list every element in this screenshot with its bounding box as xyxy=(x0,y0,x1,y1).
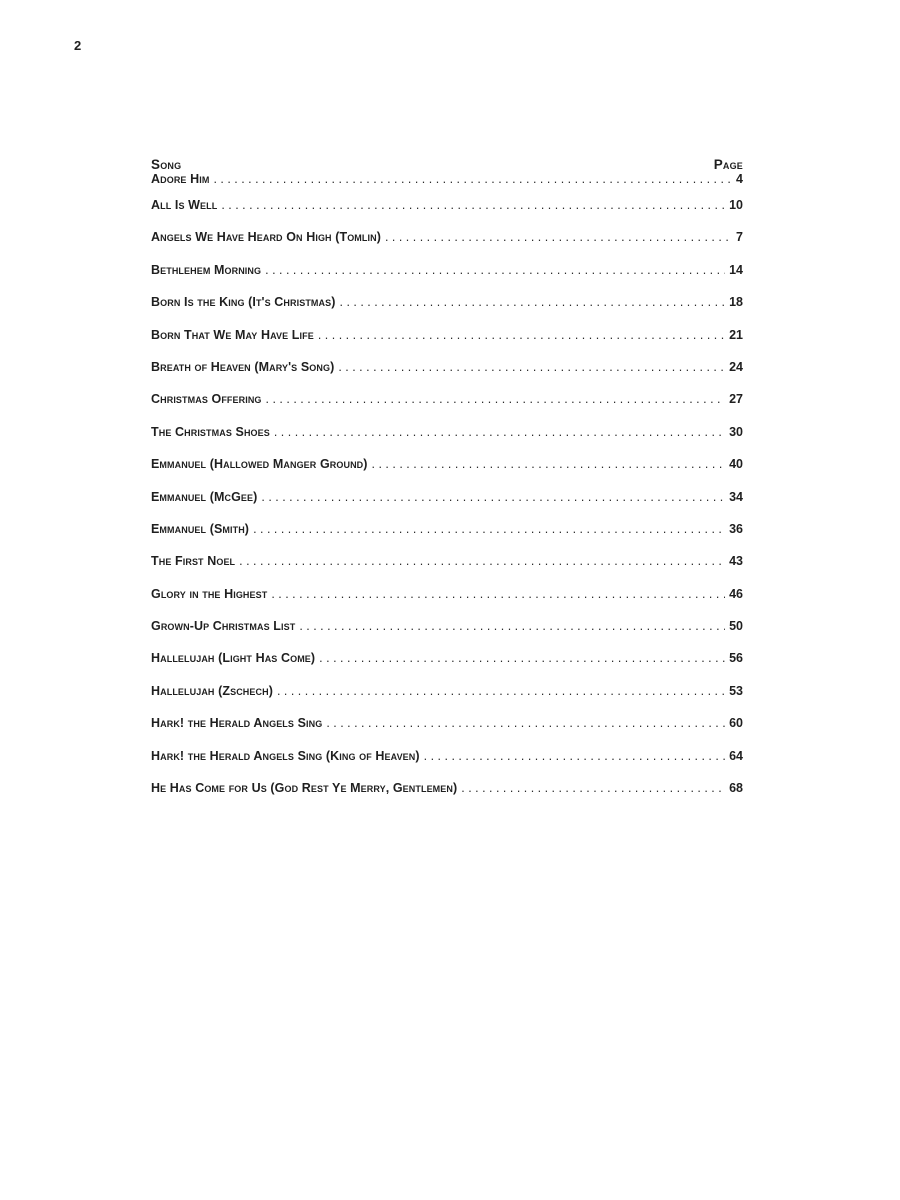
toc-entry xyxy=(151,230,743,262)
dot-leader xyxy=(372,457,726,471)
song-page-number: 30 xyxy=(729,424,743,439)
dot-leader xyxy=(338,360,725,374)
toc-entry xyxy=(151,295,743,327)
song-page-number: 53 xyxy=(729,683,743,698)
dot-leader xyxy=(277,684,725,698)
toc-entry xyxy=(151,457,743,489)
song-title: Born That We May Have Life xyxy=(151,327,314,342)
toc-entry xyxy=(151,651,743,683)
song-title: Hark! the Herald Angels Sing xyxy=(151,716,323,731)
song-title: Emmanuel (Smith) xyxy=(151,521,250,536)
dot-leader xyxy=(326,716,725,730)
dot-leader xyxy=(318,328,725,342)
song-page-number: 7 xyxy=(736,230,743,245)
toc-entry xyxy=(151,749,743,781)
dot-leader xyxy=(261,490,725,504)
song-title: Breath of Heaven (Mary's Song) xyxy=(151,359,335,374)
toc-entry xyxy=(151,425,743,457)
toc-entry xyxy=(151,328,743,360)
song-page-number: 64 xyxy=(729,748,743,763)
song-title: Hallelujah (Light Has Come) xyxy=(151,651,316,666)
toc-entry xyxy=(151,716,743,748)
song-title: Emmanuel (McGee) xyxy=(151,489,258,504)
toc-entry xyxy=(151,781,743,813)
toc-entry xyxy=(151,263,743,295)
toc-entry xyxy=(151,522,743,554)
song-page-number: 24 xyxy=(729,359,743,374)
song-title: Born Is the King (It's Christmas) xyxy=(151,295,336,310)
dot-leader xyxy=(271,587,725,601)
song-page-number: 36 xyxy=(729,521,743,536)
song-page-number: 60 xyxy=(729,716,743,731)
dot-leader xyxy=(299,619,725,633)
song-title: Angels We Have Heard On High (Tomlin) xyxy=(151,230,381,245)
song-page-number: 18 xyxy=(729,295,743,310)
dot-leader xyxy=(424,749,725,763)
dot-leader xyxy=(274,425,725,439)
song-page-number: 56 xyxy=(729,651,743,666)
dot-leader xyxy=(213,172,732,186)
song-page-number: 14 xyxy=(729,262,743,277)
table-of-contents xyxy=(151,150,743,813)
song-page-number: 68 xyxy=(729,781,743,796)
toc-entry xyxy=(151,392,743,424)
song-page-number: 10 xyxy=(729,198,743,212)
song-page-number: 50 xyxy=(729,619,743,634)
song-title: The Christmas Shoes xyxy=(151,424,270,439)
toc-entry xyxy=(151,587,743,619)
toc-entry xyxy=(151,554,743,586)
song-page-number: 27 xyxy=(729,392,743,407)
dot-leader xyxy=(253,522,725,536)
toc-header xyxy=(151,150,743,172)
song-page-number: 34 xyxy=(729,489,743,504)
dot-leader xyxy=(319,651,725,665)
toc-entry xyxy=(151,490,743,522)
dot-leader xyxy=(239,554,725,568)
song-title: Bethlehem Morning xyxy=(151,262,262,277)
song-column-header: Song xyxy=(151,157,182,172)
toc-entry xyxy=(151,360,743,392)
dot-leader xyxy=(221,198,725,212)
song-page-number: 46 xyxy=(729,586,743,601)
song-title: All Is Well xyxy=(151,198,218,212)
song-title: Adore Him xyxy=(151,172,210,186)
song-title: Grown-Up Christmas List xyxy=(151,619,296,634)
song-title: Hark! the Herald Angels Sing (King of Heaven) xyxy=(151,748,420,763)
page-column-header: Page xyxy=(713,157,743,172)
song-title: Glory in the Highest xyxy=(151,586,268,601)
song-title: The First Noel xyxy=(151,554,236,569)
toc-entry xyxy=(151,198,743,230)
song-title: Emmanuel (Hallowed Manger Ground) xyxy=(151,457,368,472)
song-page-number: 21 xyxy=(729,327,743,342)
toc-list xyxy=(151,172,743,813)
dot-leader xyxy=(340,295,726,309)
toc-entry xyxy=(151,172,743,198)
dot-leader xyxy=(266,392,726,406)
song-page-number: 43 xyxy=(729,554,743,569)
dot-leader xyxy=(385,230,732,244)
page-number: 2 xyxy=(74,38,82,53)
toc-entry xyxy=(151,684,743,716)
dot-leader xyxy=(461,781,725,795)
song-title: Christmas Offering xyxy=(151,392,262,407)
song-page-number: 40 xyxy=(729,457,743,472)
toc-entry xyxy=(151,619,743,651)
song-title: Hallelujah (Zschech) xyxy=(151,683,273,698)
song-title: He Has Come for Us (God Rest Ye Merry, Gentlemen) xyxy=(151,781,458,796)
dot-leader xyxy=(265,263,725,277)
song-page-number: 4 xyxy=(736,172,743,186)
